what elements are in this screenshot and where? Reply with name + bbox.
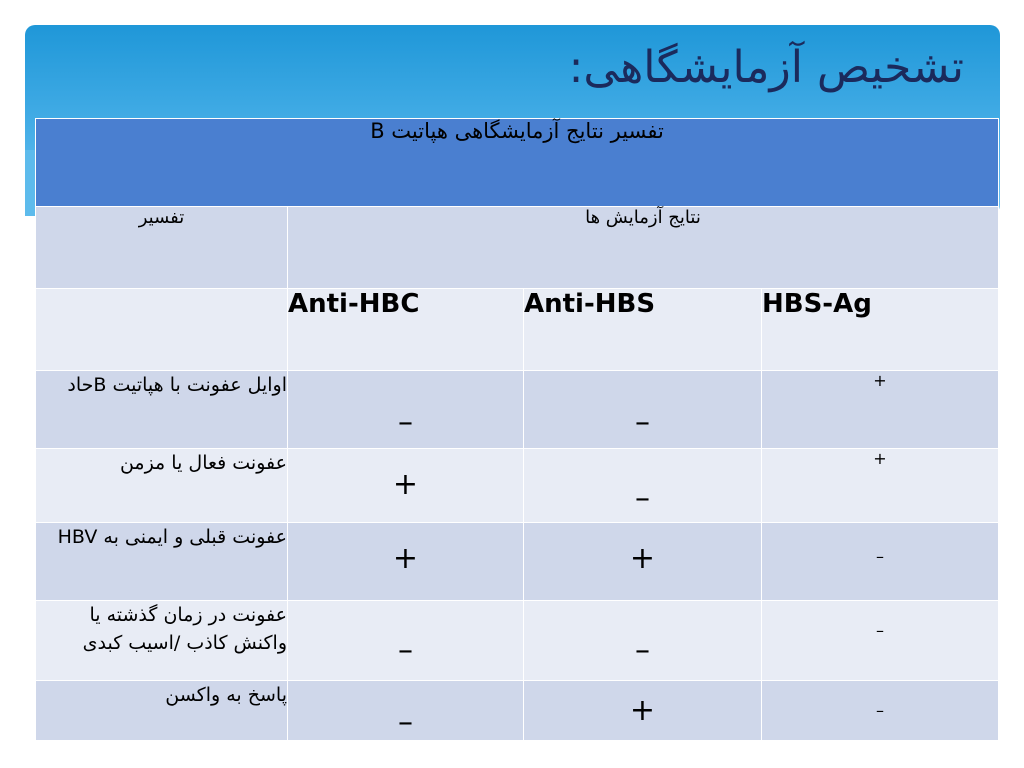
- cell-anti-hbs: –: [524, 371, 762, 449]
- cell-hbs-ag: –: [762, 523, 999, 601]
- cell-hbs-ag: +: [762, 449, 999, 523]
- label-row: [36, 207, 999, 289]
- row-interpretation: عفونت فعال یا مزمن: [36, 449, 288, 523]
- cell-anti-hbc: –: [288, 371, 524, 449]
- cell-anti-hbs: +: [524, 523, 762, 601]
- table-title-row: [36, 119, 999, 207]
- empty-header-cell: [36, 289, 288, 371]
- row-interpretation: عفونت قبلی و ایمنی به HBV: [36, 523, 288, 601]
- cell-anti-hbc: –: [288, 601, 524, 681]
- cell-anti-hbs: –: [524, 449, 762, 523]
- column-header-anti-hbs: Anti-HBS: [524, 289, 762, 371]
- cell-hbs-ag: –: [762, 681, 999, 741]
- hepatitis-b-results-table: [35, 118, 999, 741]
- cell-anti-hbc: +: [288, 449, 524, 523]
- table-row: [36, 449, 999, 523]
- column-header-row: [36, 289, 999, 371]
- cell-anti-hbc: –: [288, 681, 524, 741]
- column-header-hbs-ag: HBS-Ag: [762, 289, 999, 371]
- row-interpretation: پاسخ به واکسن: [36, 681, 288, 741]
- cell-hbs-ag: –: [762, 601, 999, 681]
- table-row: [36, 681, 999, 741]
- cell-hbs-ag: +: [762, 371, 999, 449]
- column-header-anti-hbc: Anti-HBC: [288, 289, 524, 371]
- table-row: [36, 371, 999, 449]
- row-interpretation: عفونت در زمان گذشته یا واکنش کاذب /اسیب کبدی: [36, 601, 288, 681]
- table-row: [36, 523, 999, 601]
- table-title: تفسیر نتایج آزمایشگاهی هپاتیت B: [36, 119, 999, 207]
- slide-title: تشخیص آزمایشگاهی:: [568, 42, 964, 93]
- results-label: نتایج آزمایش ها: [288, 207, 999, 289]
- cell-anti-hbc: +: [288, 523, 524, 601]
- row-interpretation: اوایل عفونت با هپاتیت Bحاد: [36, 371, 288, 449]
- cell-anti-hbs: +: [524, 681, 762, 741]
- table-row: [36, 601, 999, 681]
- cell-anti-hbs: –: [524, 601, 762, 681]
- interpretation-label: تفسیر: [36, 207, 288, 289]
- banner-edge: [25, 150, 35, 216]
